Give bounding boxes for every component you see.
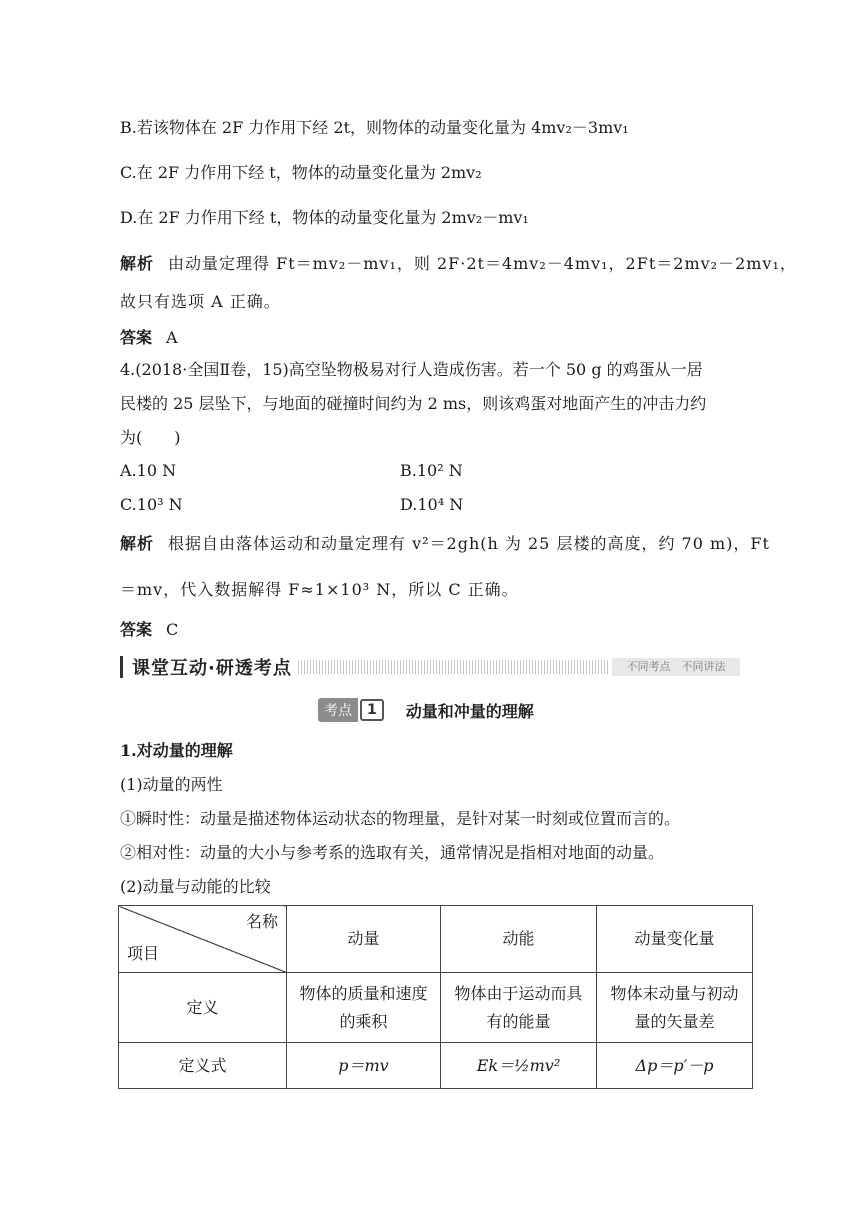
table-cell: Δp＝p′－p (597, 1043, 753, 1089)
table-header-row (119, 906, 753, 973)
paragraph-instantaneous: ①瞬时性：动量是描述物体运动状态的物理量，是针对某一时刻或位置而言的。 (120, 809, 681, 828)
option-d: D.在 2F 力作用下经 t，物体的动量变化量为 2mv₂－mv₁ (120, 208, 529, 227)
section-banner (120, 652, 740, 682)
answer-label: 答案 (120, 328, 153, 347)
q4-analysis-line1: 解析 根据自由落体运动和动量定理有 v²＝2gh(h 为 25 层楼的高度，约 70 m)，Ft (120, 534, 770, 553)
heading-1: 1.对动量的理解 (120, 741, 233, 760)
choice-c: C.10³ N (120, 495, 183, 514)
header-momentum: 动量 (287, 906, 441, 973)
row-label: 定义 (119, 973, 287, 1043)
paragraph-relative: ②相对性：动量的大小与参考系的选取有关，通常情况是指相对地面的动量。 (120, 843, 665, 862)
q3-analysis-line2: 故只有选项 A 正确。 (120, 292, 281, 311)
q4-answer: 答案 C (120, 620, 179, 639)
q3-analysis-line1: 解析 由动量定理得 Ft＝mv₂－mv₁，则 2F·2t＝4mv₂－4mv₁，2Ft＝2mv₂－2mv₁， (120, 254, 797, 273)
table-cell: 物体末动量与初动量的矢量差 (597, 973, 753, 1043)
q4-stem-line1: 4.(2018·全国Ⅱ卷，15)高空坠物极易对行人造成伤害。若一个 50 g 的鸡蛋从一居 (120, 360, 703, 379)
table-cell: 物体由于运动而具有的能量 (441, 973, 597, 1043)
corner-bottom-label: 项目 (127, 944, 160, 963)
analysis-label: 解析 (120, 534, 155, 553)
corner-top-label: 名称 (245, 912, 278, 931)
kaodian-tag: 考点 (318, 698, 358, 722)
option-c: C.在 2F 力作用下经 t，物体的动量变化量为 2mv₂ (120, 163, 482, 182)
option-b: B.若该物体在 2F 力作用下经 2t，则物体的动量变化量为 4mv₂－3mv₁ (120, 118, 629, 137)
header-kinetic-energy: 动能 (441, 906, 597, 973)
table-cell: 物体的质量和速度的乘积 (287, 973, 441, 1043)
choice-a: A.10 N (120, 461, 177, 480)
banner-bar (120, 656, 123, 678)
q4-choices-row1 (120, 460, 463, 482)
table-row (119, 973, 753, 1043)
q4-analysis-line2: ＝mv，代入数据解得 F≈1×10³ N，所以 C 正确。 (120, 580, 519, 599)
q3-answer: 答案 A (120, 328, 178, 347)
choice-d: D.10⁴ N (400, 495, 464, 514)
choice-b: B.10² N (400, 461, 463, 480)
q4-stem-line3: 为( ) (120, 428, 181, 447)
table-cell: Ek＝½mv² (441, 1043, 597, 1089)
analysis-label: 解析 (120, 254, 155, 273)
q4-choices-row2 (120, 494, 464, 516)
kaodian-header (318, 698, 534, 722)
heading-1-2: (2)动量与动能的比较 (120, 877, 271, 896)
table-cell: p＝mv (287, 1043, 441, 1089)
kaodian-title: 动量和冲量的理解 (405, 701, 534, 721)
kaodian-number: 1 (360, 699, 384, 721)
heading-1-1: (1)动量的两性 (120, 775, 223, 794)
section-title: 课堂互动·研透考点 (132, 658, 292, 679)
header-momentum-change: 动量变化量 (597, 906, 753, 973)
comparison-table (118, 905, 753, 1089)
banner-hatch (298, 660, 610, 674)
table-corner-cell (119, 906, 287, 973)
row-label: 定义式 (119, 1043, 287, 1089)
q4-stem-line2: 民楼的 25 层坠下，与地面的碰撞时间约为 2 ms，则该鸡蛋对地面产生的冲击力约 (120, 394, 707, 413)
section-note: 不同考点 不同讲法 (612, 658, 740, 676)
answer-label: 答案 (120, 620, 153, 639)
table-row (119, 1043, 753, 1089)
